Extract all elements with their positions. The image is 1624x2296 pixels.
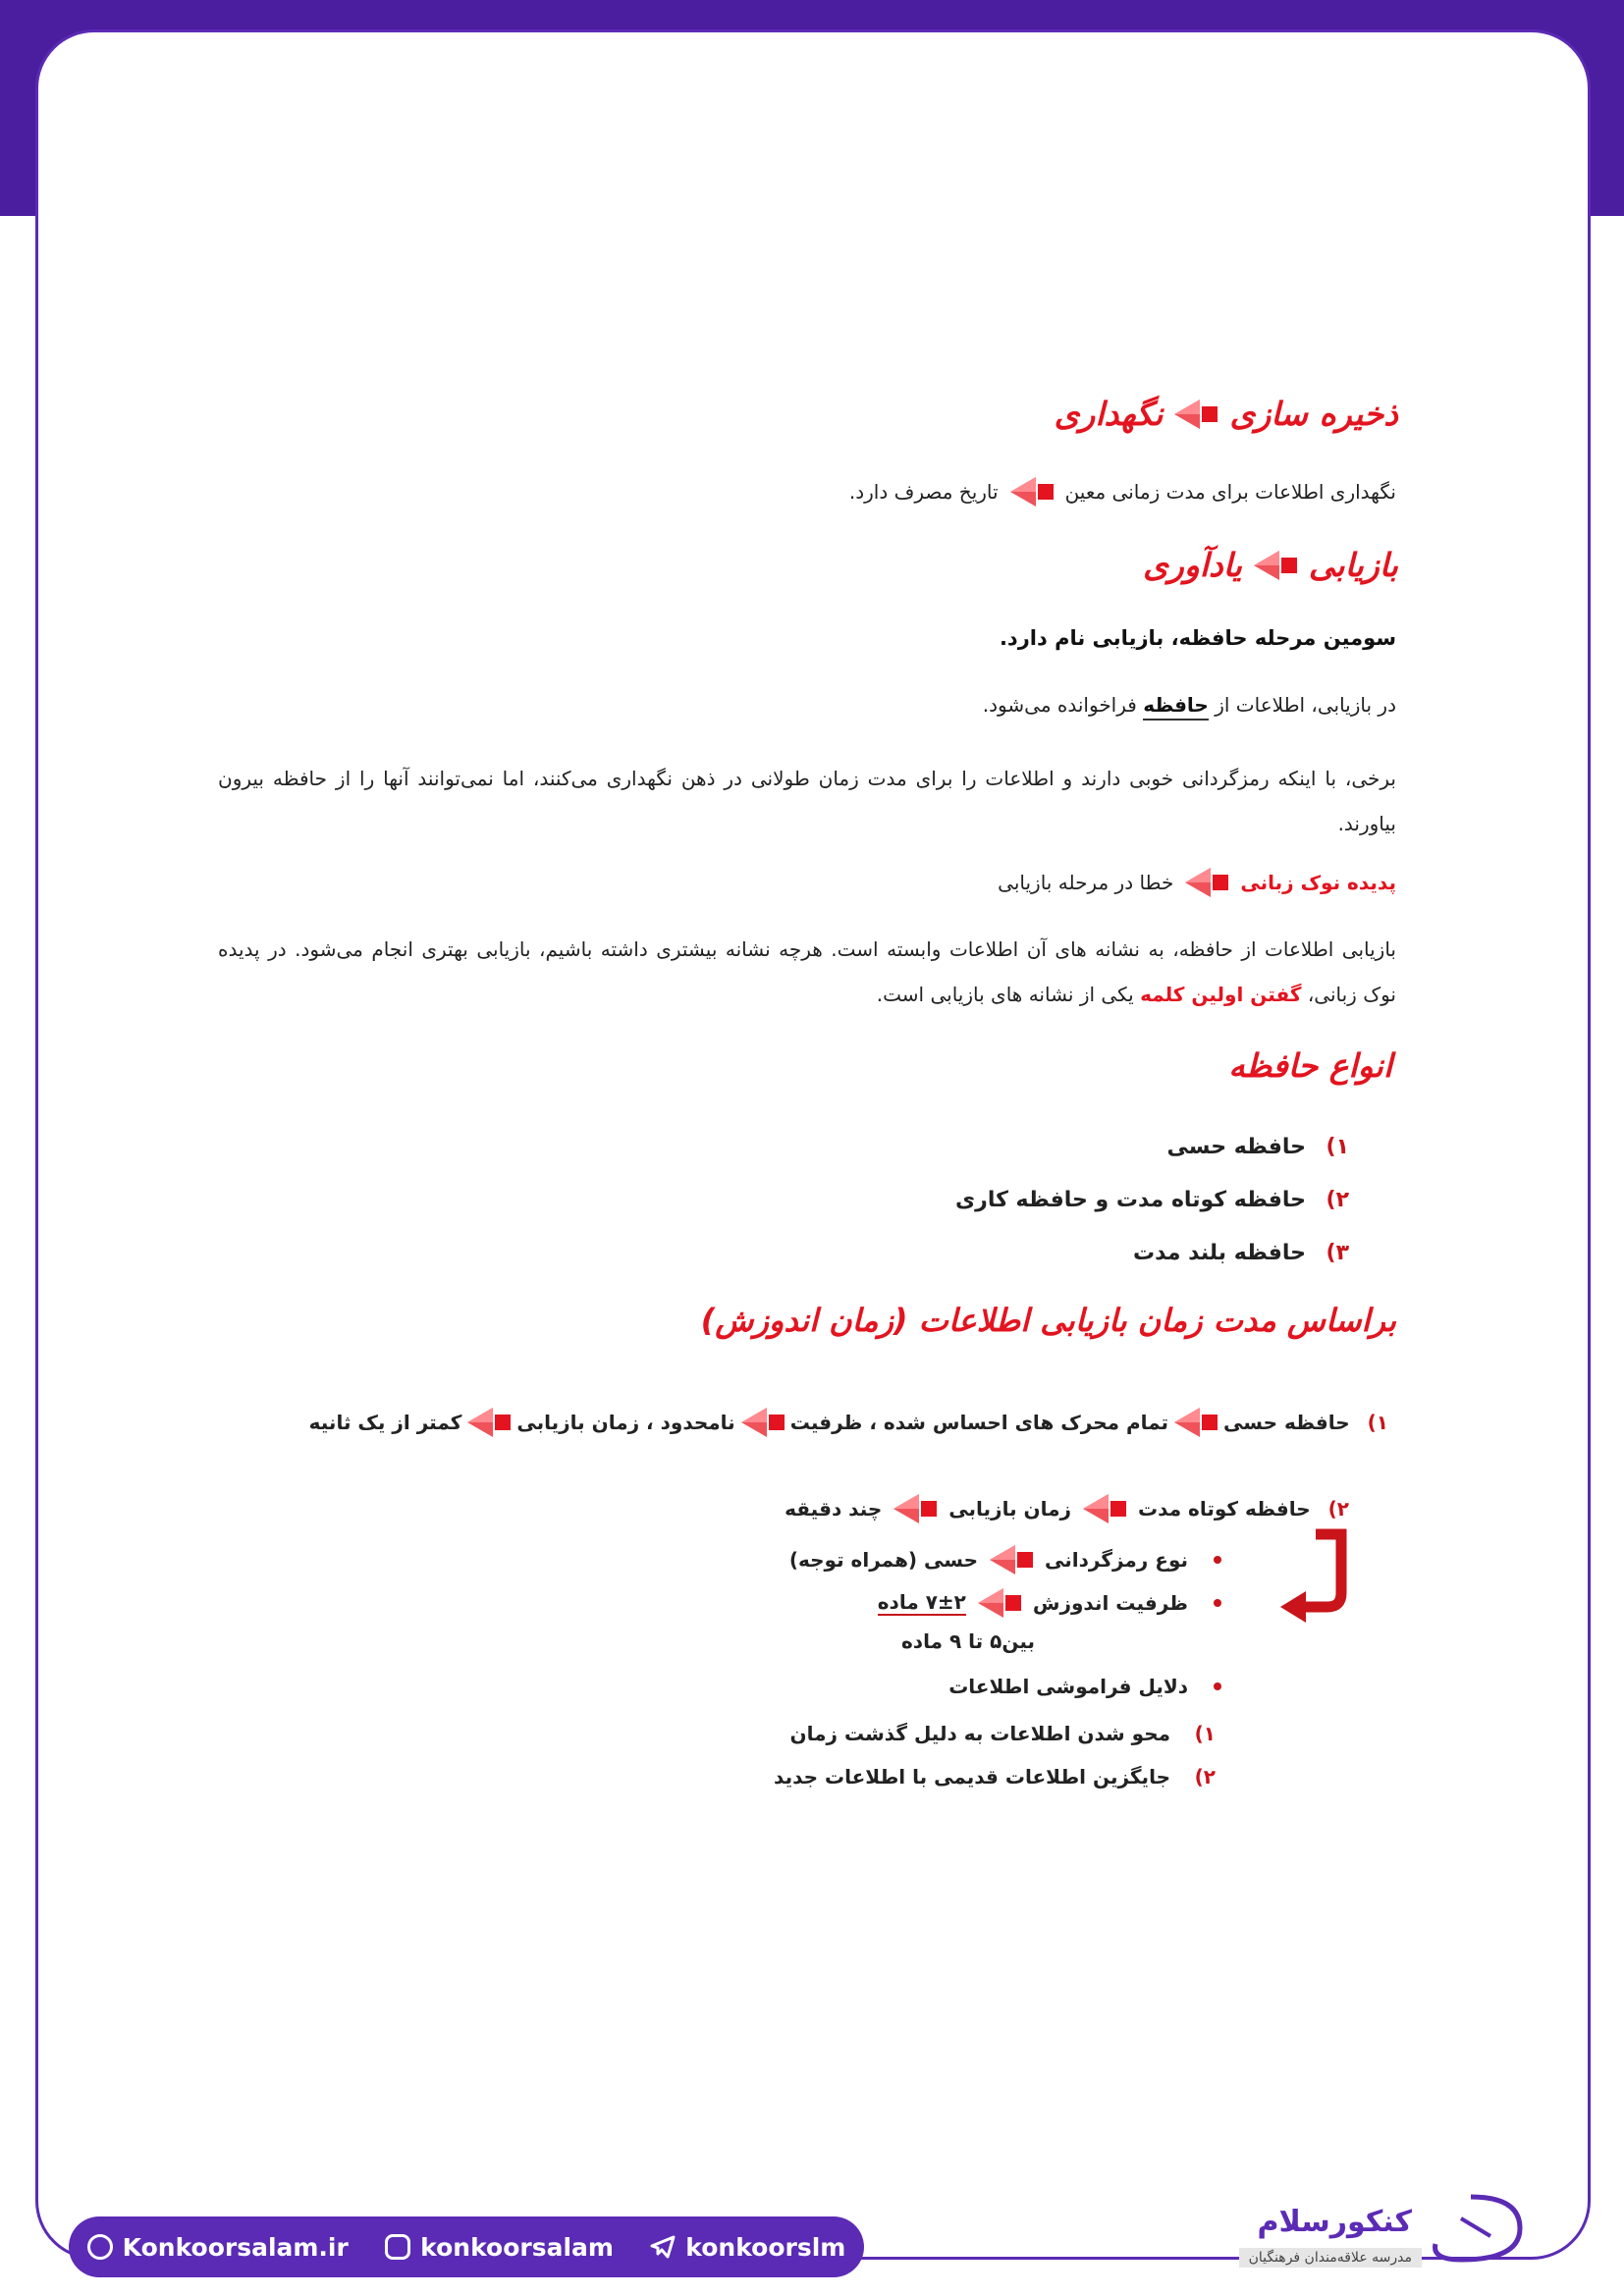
arrow-icon bbox=[986, 1543, 1037, 1576]
bullet-icon bbox=[1214, 1556, 1221, 1564]
arrow-icon bbox=[890, 1492, 941, 1525]
list-number: ۲) bbox=[1326, 1188, 1349, 1212]
capacity-value: ۷±۲ ماده bbox=[877, 1590, 966, 1614]
footer-instagram-text: konkoorsalam bbox=[420, 2232, 614, 2262]
list-text: محو شدن اطلاعات به دلیل گذشت زمان bbox=[789, 1722, 1170, 1745]
list-item bbox=[955, 1121, 1349, 1174]
bullet-icon bbox=[1214, 1682, 1221, 1690]
row-part: حافظه حسی bbox=[1223, 1411, 1350, 1434]
heading-retrieval bbox=[1143, 546, 1398, 584]
heading-storage-duration: براساس مدت زمان بازیابی اطلاعات (زمان اندوزش) bbox=[700, 1302, 1396, 1339]
page-card bbox=[35, 29, 1591, 2260]
list-number: ۱) bbox=[1326, 1135, 1349, 1159]
list-text: جایگزین اطلاعات قدیمی با اطلاعات جدید bbox=[774, 1765, 1170, 1789]
tip-of-tongue-label: پدیده نوک زبانی bbox=[1240, 871, 1396, 894]
retrieval-p4-c: یکی از نشانه های بازیابی است. bbox=[876, 983, 1134, 1006]
forgetting-title-row bbox=[948, 1675, 1221, 1698]
list-number: ۱) bbox=[1194, 1722, 1216, 1745]
capacity-row bbox=[878, 1586, 1221, 1620]
bullet-icon bbox=[1214, 1599, 1221, 1607]
memory-keyword: حافظه bbox=[1143, 693, 1209, 721]
first-word-keyword: گفتن اولین کلمه bbox=[1140, 983, 1302, 1006]
arrow-icon bbox=[1079, 1492, 1130, 1525]
retrieval-paragraph-4 bbox=[218, 927, 1396, 1017]
storage-text-b: تاریخ مصرف دارد. bbox=[848, 480, 999, 504]
retrieval-p3-line1: برخی، با اینکه رمزگردانی خوبی دارند و اطلاعات را برای مدت زمان طولانی در ذهن نگهداری می‌کنند، اما نمی‌توانند آنها را از حافظه بیرون bbox=[218, 767, 1396, 790]
footer-links bbox=[69, 2216, 864, 2277]
row-part: کمتر از یک ثانیه bbox=[308, 1411, 462, 1434]
arrow-icon bbox=[974, 1586, 1025, 1620]
capacity-note: بین۵ تا ۹ ماده bbox=[901, 1629, 1035, 1653]
heading-retrieval-b: یادآوری bbox=[1143, 546, 1242, 584]
row-part: چند دقیقه bbox=[785, 1497, 883, 1521]
arrow-icon bbox=[1170, 398, 1221, 431]
forgetting-title: دلایل فراموشی اطلاعات bbox=[948, 1675, 1188, 1698]
tip-of-tongue-desc: خطا در مرحله بازیابی bbox=[998, 871, 1174, 894]
arrow-icon bbox=[1170, 1406, 1221, 1439]
arrow-icon bbox=[463, 1406, 514, 1439]
capacity-label: ظرفیت اندوزش bbox=[1032, 1591, 1188, 1615]
heading-storage-b: نگهداری bbox=[1054, 395, 1164, 433]
retrieval-paragraph-2 bbox=[983, 693, 1396, 717]
list-item bbox=[774, 1712, 1216, 1755]
row-part: نامحدود ، زمان بازیابی bbox=[516, 1411, 735, 1434]
retrieval-p4-line2 bbox=[218, 972, 1396, 1017]
telegram-icon bbox=[650, 2234, 676, 2260]
retrieval-intro: سومین مرحله حافظه، بازیابی نام دارد. bbox=[999, 626, 1396, 650]
encoding-value: حسی (همراه توجه) bbox=[788, 1548, 979, 1572]
row-part: حافظه کوتاه مدت bbox=[1138, 1497, 1311, 1521]
footer-telegram-text: konkoorslm bbox=[685, 2232, 846, 2262]
footer-website[interactable] bbox=[87, 2233, 349, 2262]
row-part: زمان بازیابی bbox=[948, 1497, 1072, 1521]
list-item bbox=[774, 1755, 1216, 1798]
memory-types-list bbox=[955, 1121, 1349, 1280]
list-text: حافظه بلند مدت bbox=[1133, 1241, 1306, 1265]
row-number: ۲) bbox=[1327, 1497, 1349, 1521]
sensory-memory-row bbox=[309, 1406, 1388, 1439]
arrow-icon bbox=[1250, 549, 1301, 582]
brand-subtitle: مدرسه علاقه‌مندان فرهنگیان bbox=[1239, 2248, 1422, 2268]
retrieval-p4-a: نوک زبانی، bbox=[1307, 983, 1396, 1006]
retrieval-p4-line1: بازیابی اطلاعات از حافظه، به نشانه های آن اطلاعات وابسته است. هرچه نشانه بیشتری داشته باشیم، بازیابی بهتری انجام می‌شود. در پدیده bbox=[218, 937, 1396, 961]
row-part: تمام محرک های احساس شده ، ظرفیت bbox=[789, 1411, 1169, 1434]
footer-instagram[interactable] bbox=[385, 2233, 614, 2262]
globe-icon bbox=[87, 2234, 113, 2260]
list-text: حافظه حسی bbox=[1166, 1135, 1306, 1159]
logo-swirl-icon bbox=[1422, 2189, 1540, 2268]
retrieval-p2-c: فراخوانده می‌شود. bbox=[982, 693, 1137, 717]
retrieval-p3-line2: بیاورند. bbox=[1337, 812, 1396, 835]
heading-retrieval-a: بازیابی bbox=[1308, 546, 1398, 584]
retrieval-paragraph-3 bbox=[218, 756, 1396, 846]
encoding-label: نوع رمزگردانی bbox=[1045, 1548, 1188, 1572]
list-text: حافظه کوتاه مدت و حافظه کاری bbox=[955, 1188, 1306, 1212]
arrow-icon bbox=[1006, 475, 1057, 508]
list-number: ۲) bbox=[1194, 1765, 1216, 1789]
footer-telegram[interactable] bbox=[650, 2233, 845, 2262]
heading-memory-types: انواع حافظه bbox=[1228, 1046, 1392, 1085]
short-term-memory-row bbox=[785, 1492, 1349, 1525]
tip-of-tongue-row bbox=[998, 866, 1396, 899]
list-item bbox=[955, 1174, 1349, 1227]
curved-arrow-icon bbox=[1276, 1526, 1355, 1625]
forgetting-list bbox=[774, 1712, 1216, 1798]
encoding-type-row bbox=[789, 1543, 1221, 1576]
storage-paragraph bbox=[849, 475, 1396, 508]
heading-storage-a: ذخیره سازی bbox=[1229, 395, 1398, 433]
list-item bbox=[955, 1227, 1349, 1280]
arrow-icon bbox=[1181, 866, 1232, 899]
instagram-icon bbox=[385, 2234, 410, 2260]
retrieval-p2-a: در بازیابی، اطلاعات از bbox=[1215, 693, 1396, 717]
brand-name: کنکورسلام bbox=[1257, 2205, 1412, 2239]
footer-website-text: Konkoorsalam.ir bbox=[122, 2232, 349, 2262]
arrow-icon bbox=[737, 1406, 788, 1439]
brand-logo bbox=[1029, 2189, 1540, 2277]
row-number: ۱) bbox=[1367, 1411, 1388, 1434]
storage-text-a: نگهداری اطلاعات برای مدت زمانی معین bbox=[1064, 480, 1396, 504]
list-number: ۳) bbox=[1326, 1241, 1349, 1265]
heading-storage bbox=[1055, 395, 1398, 433]
